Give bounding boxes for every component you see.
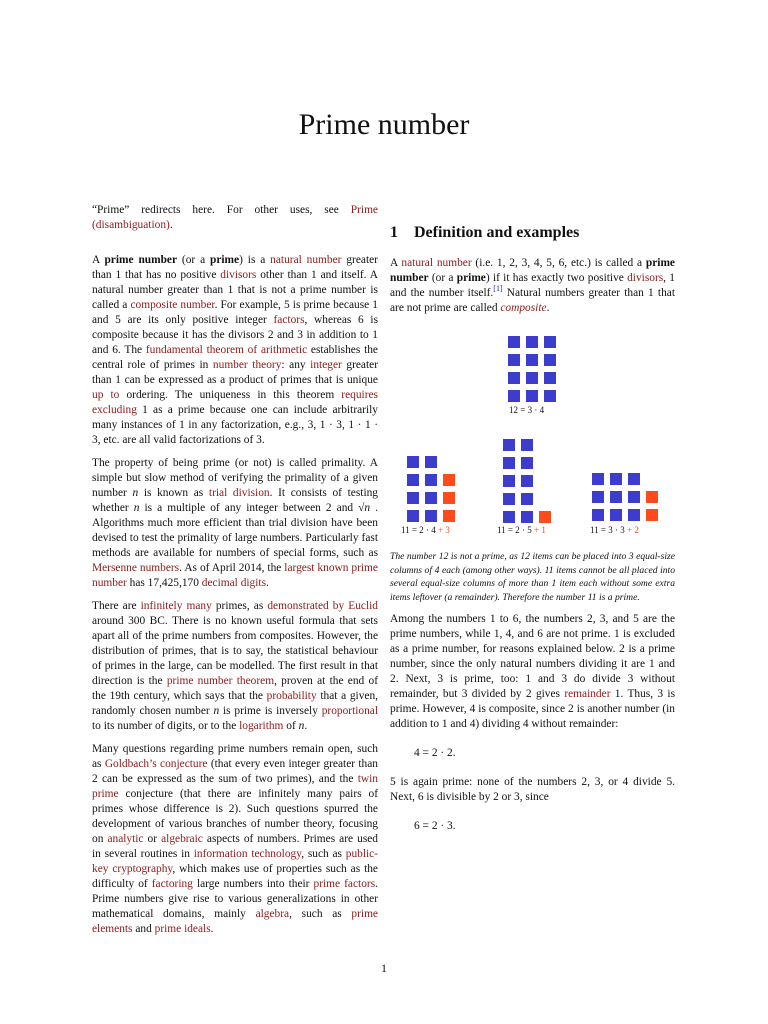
item-square	[503, 457, 515, 469]
item-square	[544, 354, 556, 366]
remainder-square	[646, 491, 658, 503]
left-column	[92, 203, 378, 945]
item-square	[407, 456, 419, 468]
wiki-link[interactable]: natural number	[270, 254, 342, 266]
wiki-link[interactable]: prime number theorem	[166, 675, 275, 687]
item-square	[503, 493, 515, 505]
item-square	[508, 336, 520, 348]
item-square	[407, 510, 419, 522]
item-square	[526, 390, 538, 402]
item-square	[592, 509, 604, 521]
wiki-link[interactable]: Prime (disambiguation)	[92, 204, 378, 231]
wiki-link[interactable]: analytic	[107, 833, 144, 845]
wiki-link[interactable]: infinitely many	[140, 600, 212, 612]
wiki-link[interactable]: requires excluding	[92, 389, 378, 416]
item-square	[628, 473, 640, 485]
wiki-link[interactable]: Goldbach’s conjecture	[104, 758, 208, 770]
remainder-square	[539, 511, 551, 523]
item-square	[526, 336, 538, 348]
wiki-link[interactable]: Mersenne numbers	[92, 562, 180, 574]
wiki-link[interactable]: up to	[92, 389, 120, 401]
wiki-link[interactable]: integer	[310, 359, 342, 371]
item-square	[628, 491, 640, 503]
label-eleven-b: 11 = 2 · 5 + 1	[497, 525, 546, 535]
wiki-link[interactable]: proportional	[321, 705, 379, 717]
item-square	[425, 456, 437, 468]
equation-four: 4 = 2 · 2.	[414, 747, 456, 759]
five-six-paragraph: 5 is again prime: none of the numbers 2, 3, or 4 divide 5. Next, 6 is divisible by 2 or 3, since	[390, 776, 675, 803]
figure-caption: The number 12 is not a prime, as 12 items can be placed into 3 equal-size columns of 4 each (among other ways). 11 items cannot be all placed into several equal-size columns of more than 1 item each without some extra items leftover (a remainder). Therefore the number 11 is a prime.	[390, 551, 675, 603]
wiki-link[interactable]: prime ideals	[154, 923, 211, 935]
item-square	[425, 474, 437, 486]
item-square	[407, 474, 419, 486]
wiki-link[interactable]: natural number	[401, 257, 472, 269]
item-square	[521, 511, 533, 523]
item-square	[544, 390, 556, 402]
wiki-link[interactable]: remainder	[564, 688, 611, 700]
item-square	[521, 493, 533, 505]
item-square	[503, 439, 515, 451]
item-square	[628, 509, 640, 521]
wiki-link[interactable]: algebra	[255, 908, 290, 920]
item-square	[508, 372, 520, 384]
right-column	[390, 203, 675, 848]
equation-six: 6 = 2 · 3.	[414, 820, 456, 832]
label-eleven-a: 11 = 2 · 4 + 3	[401, 525, 450, 535]
prime-figure	[390, 328, 675, 540]
remainder-square	[443, 510, 455, 522]
item-square	[526, 372, 538, 384]
item-square	[503, 511, 515, 523]
wiki-link[interactable]: decimal digits	[201, 577, 267, 589]
item-square	[544, 372, 556, 384]
label-twelve: 12 = 3 · 4	[509, 405, 545, 415]
wiki-link[interactable]: algebraic	[161, 833, 203, 845]
definition-paragraph: A natural number (i.e. 1, 2, 3, 4, 5, 6, etc.) is called a prime number (or a prime) if it has exactly two positive divisors, 1 and the number itself.[1] Natural numbers greater than 1 that are not prime are called composite.	[390, 257, 675, 314]
wiki-link[interactable]: public-key cryptography	[92, 848, 379, 875]
item-square	[592, 473, 604, 485]
wiki-link[interactable]: factors	[273, 314, 305, 326]
wiki-link[interactable]: logarithm	[239, 720, 284, 732]
section-title: Definition and examples	[414, 224, 580, 241]
redirect-note: “Prime” redirects here. For other uses, see Prime (disambiguation).	[92, 204, 378, 231]
wiki-link[interactable]: largest known prime number	[92, 562, 378, 589]
wiki-link[interactable]: composite number	[130, 299, 215, 311]
item-square	[508, 354, 520, 366]
item-square	[521, 475, 533, 487]
wiki-link[interactable]: number theory	[212, 359, 282, 371]
wiki-link[interactable]: composite	[500, 302, 547, 314]
wiki-link[interactable]: factoring	[151, 878, 193, 890]
wiki-link[interactable]: trial division	[208, 487, 270, 499]
distribution-paragraph: There are infinitely many primes, as demonstrated by Euclid around 300 BC. There is no known useful formula that sets apart all of the prime numbers from composites. However, the distribution of primes, that is to say, the statistical behaviour of primes in the large, can be modelled. The first result in that direction is the prime number theorem, proven at the end of the 19th century, which says that the probability that a given, randomly chosen number n is prime is inversely proportional to its number of digits, or to the logarithm of n.	[92, 600, 379, 732]
wiki-link[interactable]: divisors	[627, 272, 664, 284]
citation-link[interactable]: [1]	[493, 284, 503, 294]
wiki-link[interactable]: demonstrated by Euclid	[267, 600, 378, 612]
wiki-link[interactable]: divisors	[220, 269, 257, 281]
item-square	[425, 510, 437, 522]
item-square	[544, 336, 556, 348]
item-square	[610, 491, 622, 503]
wiki-link[interactable]: twin prime	[92, 773, 378, 800]
wiki-link[interactable]: information technology	[193, 848, 302, 860]
page-title: Prime number	[298, 108, 470, 141]
section-number: 1	[390, 224, 398, 241]
item-square	[526, 354, 538, 366]
examples-paragraph: Among the numbers 1 to 6, the numbers 2, 3, and 5 are the prime numbers, while 1, 4, and 6 are not prime. 1 is excluded as a prime number, for reasons explained below. 2 is a prime number, since the only natural numbers dividing it are 1 and 2. Next, 3 is prime, too: 1 and 3 do divide 3 without remainder, but 3 divided by 2 gives remainder 1. Thus, 3 is prime. However, 4 is composite, since 2 is another number (in addition to 1 and 4) dividing 4 without remainder:	[390, 613, 675, 730]
item-square	[521, 457, 533, 469]
item-square	[610, 473, 622, 485]
section-heading	[390, 225, 675, 240]
remainder-square	[443, 492, 455, 504]
item-square	[521, 439, 533, 451]
label-eleven-c: 11 = 3 · 3 + 2	[590, 525, 639, 535]
item-square	[407, 492, 419, 504]
primality-paragraph: The property of being prime (or not) is called primality. A simple but slow method of verifying the primality of a given number n is known as trial division. It consists of testing whether n is a multiple of any integer between 2 and √n . Algorithms much more efficient than trial division have been devised to test the primality of large numbers. Particularly fast methods are available for numbers of special forms, such as Mersenne numbers. As of April 2014, the largest known prime number has 17,425,170 decimal digits.	[92, 457, 379, 589]
item-square	[508, 390, 520, 402]
page-number: 1	[381, 961, 387, 975]
wiki-link[interactable]: fundamental theorem of arithmetic	[145, 344, 308, 356]
wiki-link[interactable]: prime elements	[92, 908, 378, 935]
open-questions-paragraph: Many questions regarding prime numbers remain open, such as Goldbach’s conjecture (that every even integer greater than 2 can be expressed as the sum of two primes), and the twin prime conjecture (that there are infinitely many pairs of primes whose difference is 2). Such questions spurred the development of various branches of number theory, focusing on analytic or algebraic aspects of numbers. Primes are used in several routines in information technology, such as public-key cryptography, which makes use of properties such as the difficulty of factoring large numbers into their prime factors. Prime numbers give rise to various generalizations in other mathematical domains, mainly algebra, such as prime elements and prime ideals.	[92, 743, 379, 935]
wiki-link[interactable]: prime factors	[313, 878, 376, 890]
item-square	[425, 492, 437, 504]
intro-paragraph: A prime number (or a prime) is a natural number greater than 1 that has no positive divisors other than 1 and itself. A natural number greater than 1 that is not a prime number is called a composite number. For example, 5 is prime because 1 and 5 are its only positive integer factors, whereas 6 is composite because it has the divisors 2 and 3 in addition to 1 and 6. The fundamental theorem of arithmetic establishes the central role of primes in number theory: any integer greater than 1 can be expressed as a product of primes that is unique up to ordering. The uniqueness in this theorem requires excluding 1 as a prime because one can include arbitrarily many instances of 1 in any factorization, e.g., 3, 1 · 3, 1 · 1 · 3, etc. are all valid factorizations of 3.	[92, 254, 379, 446]
wiki-link[interactable]: probability	[266, 690, 317, 702]
item-square	[610, 509, 622, 521]
item-square	[592, 491, 604, 503]
remainder-square	[443, 474, 455, 486]
remainder-square	[646, 509, 658, 521]
item-square	[503, 475, 515, 487]
